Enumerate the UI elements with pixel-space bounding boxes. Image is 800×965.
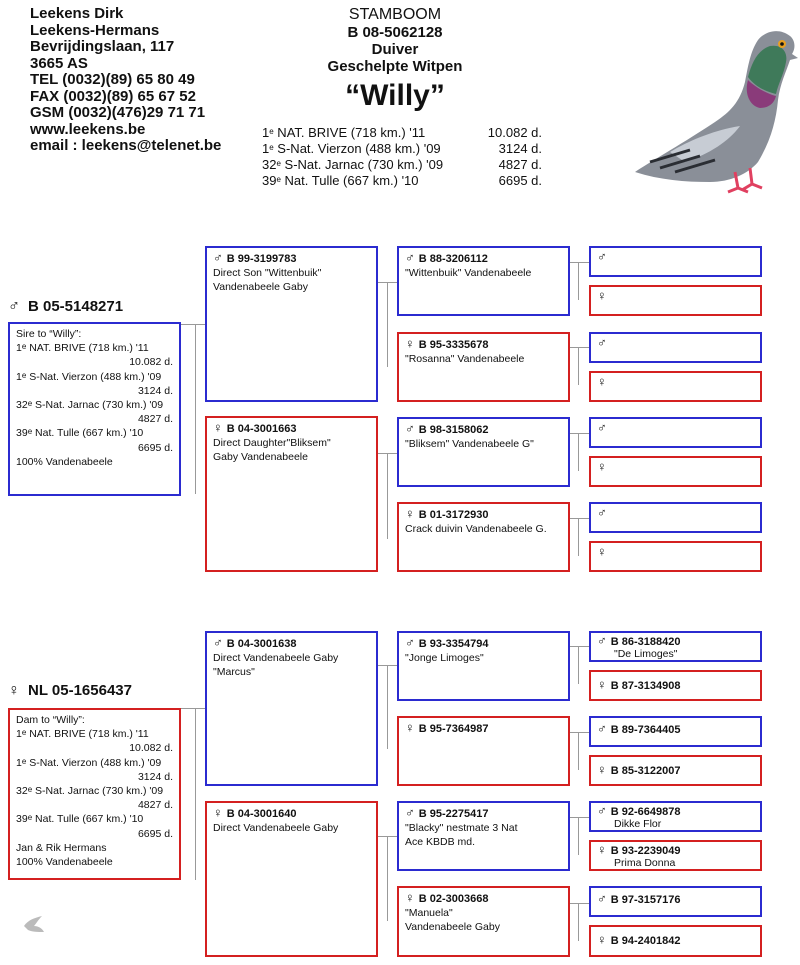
connector [387, 665, 388, 749]
male-icon: ♂ [597, 891, 607, 906]
sire-footer: 100% Vandenabeele [16, 455, 113, 468]
document-type: STAMBOOM [348, 6, 442, 23]
connector [195, 324, 196, 494]
main-ring: B 08-5062128 [347, 24, 443, 41]
gg-grandparent[interactable] [589, 670, 762, 701]
great-grandparent[interactable] [397, 801, 570, 871]
sire-result: 1e S-Nat. Vierzon (488 km.) '09 [16, 370, 162, 383]
pigeon-note: Dikke Flor [614, 818, 662, 830]
male-icon: ♂ [405, 250, 415, 265]
main-color: Geschelpte Witpen [327, 58, 463, 75]
sire-result-dist: 6695 d. [137, 441, 173, 454]
ring-number: B 98-3158062 [418, 424, 489, 436]
pigeon-note: Ace KBDB md. [405, 836, 476, 848]
owner-contact [30, 6, 221, 155]
female-icon: ♀ [597, 374, 607, 389]
connector [578, 732, 579, 770]
connector [378, 453, 398, 454]
sire-result: 39e Nat. Tulle (667 km.) '10 [16, 427, 144, 440]
ring-number: B 94-2401842 [610, 935, 681, 947]
result-row: 1e S-Nat. Vierzon (488 km.) '09 3124 d. [262, 141, 542, 156]
owner-line: 3665 AS [30, 54, 88, 72]
female-icon: ♀ [405, 336, 415, 351]
connector [570, 732, 590, 733]
pigeon-note: "Bliksem" Vandenabeele G" [405, 438, 534, 450]
great-grandparent[interactable] [397, 246, 570, 316]
male-icon: ♂ [597, 335, 607, 350]
female-icon: ♀ [597, 762, 607, 777]
main-sex: Duiver [371, 41, 419, 58]
gg-grandparent[interactable] [589, 285, 762, 316]
pigeon-note: Prima Donna [614, 857, 676, 869]
sire-box[interactable] [8, 322, 181, 496]
gg-grandparent[interactable] [589, 246, 762, 277]
female-icon: ♀ [405, 890, 415, 905]
connector [578, 903, 579, 941]
connector [180, 324, 206, 325]
grandsire-maternal[interactable] [205, 631, 378, 786]
pigeon-note: Gaby Vandenabeele [213, 451, 308, 463]
connector [578, 347, 579, 385]
female-icon: ♀ [405, 720, 415, 735]
male-icon: ♂ [405, 805, 415, 820]
ring-number: B 04-3001640 [226, 808, 297, 820]
gg-grandparent[interactable] [589, 840, 762, 871]
granddam-maternal[interactable] [205, 801, 378, 957]
gg-grandparent[interactable] [589, 371, 762, 402]
female-icon: ♀ [597, 544, 607, 559]
dam-intro: Dam to “Willy”: [16, 714, 85, 726]
pigeon-note: Direct Vandenabeele Gaby [213, 822, 339, 834]
owner-line: Leekens Dirk [30, 5, 124, 22]
connector [378, 665, 398, 666]
ring-number: B 93-3354794 [418, 638, 489, 650]
connector [570, 433, 590, 434]
sire-result: 32e S-Nat. Jarnac (730 km.) '09 [16, 399, 164, 412]
gg-grandparent[interactable] [589, 502, 762, 533]
ring-number: B 85-3122007 [610, 765, 681, 777]
connector [570, 262, 590, 263]
dam-footer: 100% Vandenabeele [16, 856, 113, 869]
great-grandparent[interactable] [397, 502, 570, 572]
gg-grandparent[interactable] [589, 886, 762, 917]
male-icon: ♂ [597, 249, 607, 264]
connector [570, 347, 590, 348]
ring-number: B 89-7364405 [610, 724, 681, 736]
connector [378, 282, 398, 283]
connector [578, 817, 579, 855]
ring-number: B 02-3003668 [418, 893, 489, 905]
dam-footer: Jan & Rik Hermans [16, 841, 107, 854]
female-icon: ♀ [597, 932, 607, 947]
male-icon: ♂ [405, 421, 415, 436]
ring-number: B 97-3157176 [610, 894, 681, 906]
female-icon: ♀ [8, 682, 20, 699]
dam-result-dist: 10.082 d. [129, 742, 173, 755]
gg-grandparent[interactable] [589, 631, 762, 662]
sire-result-dist: 3124 d. [137, 384, 173, 397]
female-icon: ♀ [213, 420, 223, 435]
female-icon: ♀ [405, 506, 415, 521]
connector [570, 646, 590, 647]
ring-number: B 01-3172930 [418, 509, 489, 521]
gg-grandparent[interactable] [589, 755, 762, 786]
gg-grandparent[interactable] [589, 332, 762, 363]
dam-box[interactable] [8, 708, 181, 880]
ring-number: B 95-2275417 [418, 808, 489, 820]
ring-number: B 04-3001663 [226, 423, 297, 435]
sire-ring: B 05-5148271 [28, 298, 124, 315]
connector [387, 453, 388, 539]
female-icon: ♀ [597, 288, 607, 303]
ring-number: B 04-3001638 [226, 638, 297, 650]
sire-result: 1e NAT. BRIVE (718 km.) '11 [16, 342, 149, 355]
ring-number: B 86-3188420 [610, 636, 681, 648]
gg-grandparent[interactable] [589, 925, 762, 957]
pigeon-note: "Blacky" nestmate 3 Nat [405, 822, 518, 834]
gg-grandparent[interactable] [589, 541, 762, 572]
female-icon: ♀ [597, 459, 607, 474]
pigeon-photo [630, 22, 800, 197]
ring-number: B 93-2239049 [610, 845, 681, 857]
male-icon: ♂ [597, 633, 607, 648]
ring-number: B 92-6649878 [610, 806, 681, 818]
ring-number: B 95-3335678 [418, 339, 489, 351]
sire-intro: Sire to “Willy”: [16, 328, 82, 340]
result-row: 1e NAT. BRIVE (718 km.) '11 10.082 d. [262, 125, 542, 140]
gg-grandparent[interactable] [589, 417, 762, 448]
dam-result: 39e Nat. Tulle (667 km.) '10 [16, 813, 144, 826]
result-row: 32e S-Nat. Jarnac (730 km.) '09 4827 d. [262, 157, 542, 172]
pigeon-note: Vandenabeele Gaby [213, 281, 308, 293]
dam-result: 32e S-Nat. Jarnac (730 km.) '09 [16, 785, 164, 798]
dam-result: 1e NAT. BRIVE (718 km.) '11 [16, 728, 149, 741]
great-grandparent[interactable] [397, 716, 570, 786]
main-results [262, 125, 542, 189]
female-icon: ♀ [597, 677, 607, 692]
sire-result-dist: 10.082 d. [129, 356, 173, 369]
dam-heading [8, 682, 132, 700]
connector [570, 518, 590, 519]
connector [570, 817, 590, 818]
owner-line: Bevrijdingslaan, 117 [30, 38, 175, 55]
gg-grandparent[interactable] [589, 716, 762, 747]
connector [570, 903, 590, 904]
pigeon-note: "Jonge Limoges" [405, 652, 484, 664]
pigeon-note: Direct Daughter"Bliksem" [213, 437, 331, 449]
dam-result: 1e S-Nat. Vierzon (488 km.) '09 [16, 756, 162, 769]
male-icon: ♂ [405, 635, 415, 650]
pigeon-note: Direct Vandenabeele Gaby [213, 652, 339, 664]
pigeon-note: "Marcus" [213, 666, 255, 678]
pigeon-note: Vandenabeele Gaby [405, 921, 500, 933]
owner-website[interactable]: www.leekens.be [30, 120, 146, 138]
pigeon-name: “Willy” [345, 79, 445, 112]
female-icon: ♀ [213, 805, 223, 820]
dove-logo [22, 914, 46, 936]
great-grandparent[interactable] [397, 417, 570, 487]
owner-email[interactable]: email : leekens@telenet.be [30, 137, 222, 154]
owner-fax: FAX (0032)(89) 65 67 52 [30, 87, 196, 105]
great-grandparent[interactable] [397, 886, 570, 957]
connector [578, 518, 579, 556]
male-icon: ♂ [597, 505, 607, 520]
pigeon-note: "De Limoges" [614, 648, 678, 660]
pigeon-note: "Manuela" [405, 907, 453, 919]
connector [180, 708, 206, 709]
granddam-paternal[interactable] [205, 416, 378, 572]
dam-result-dist: 4827 d. [137, 799, 173, 812]
ring-number: B 99-3199783 [226, 253, 297, 265]
dam-ring: NL 05-1656437 [28, 682, 132, 699]
connector [578, 646, 579, 684]
male-icon: ♂ [597, 721, 607, 736]
owner-gsm: GSM (0032)(476)29 71 71 [30, 104, 206, 121]
connector [578, 433, 579, 471]
grandsire-paternal[interactable] [205, 246, 378, 402]
pigeon-note: Crack duivin Vandenabeele G. [405, 523, 547, 535]
male-icon: ♂ [8, 298, 20, 315]
connector [387, 836, 388, 921]
sire-result-dist: 4827 d. [137, 413, 173, 426]
gg-grandparent[interactable] [589, 456, 762, 487]
ring-number: B 88-3206112 [418, 253, 488, 265]
connector [578, 262, 579, 300]
gg-grandparent[interactable] [589, 801, 762, 832]
dam-result-dist: 3124 d. [137, 770, 173, 783]
title-block [290, 6, 500, 113]
male-icon: ♂ [597, 803, 607, 818]
male-icon: ♂ [213, 635, 223, 650]
sire-heading [8, 298, 123, 316]
pigeon-note: "Wittenbuik" Vandenabeele [405, 267, 532, 279]
connector [195, 708, 196, 880]
ring-number: B 87-3134908 [610, 680, 681, 692]
pigeon-note: Direct Son "Wittenbuik" [213, 267, 322, 279]
pigeon-note: "Rosanna" Vandenabeele [405, 353, 525, 365]
connector [387, 282, 388, 367]
great-grandparent[interactable] [397, 332, 570, 402]
male-icon: ♂ [213, 250, 223, 265]
connector [378, 836, 398, 837]
dam-result-dist: 6695 d. [137, 827, 173, 840]
result-row: 39e Nat. Tulle (667 km.) '10 6695 d. [262, 173, 542, 188]
female-icon: ♀ [597, 842, 607, 857]
ring-number: B 95-7364987 [418, 723, 489, 735]
owner-line: Leekens-Hermans [30, 21, 160, 39]
male-icon: ♂ [597, 420, 607, 435]
owner-phone: TEL (0032)(89) 65 80 49 [30, 71, 195, 88]
great-grandparent[interactable] [397, 631, 570, 701]
